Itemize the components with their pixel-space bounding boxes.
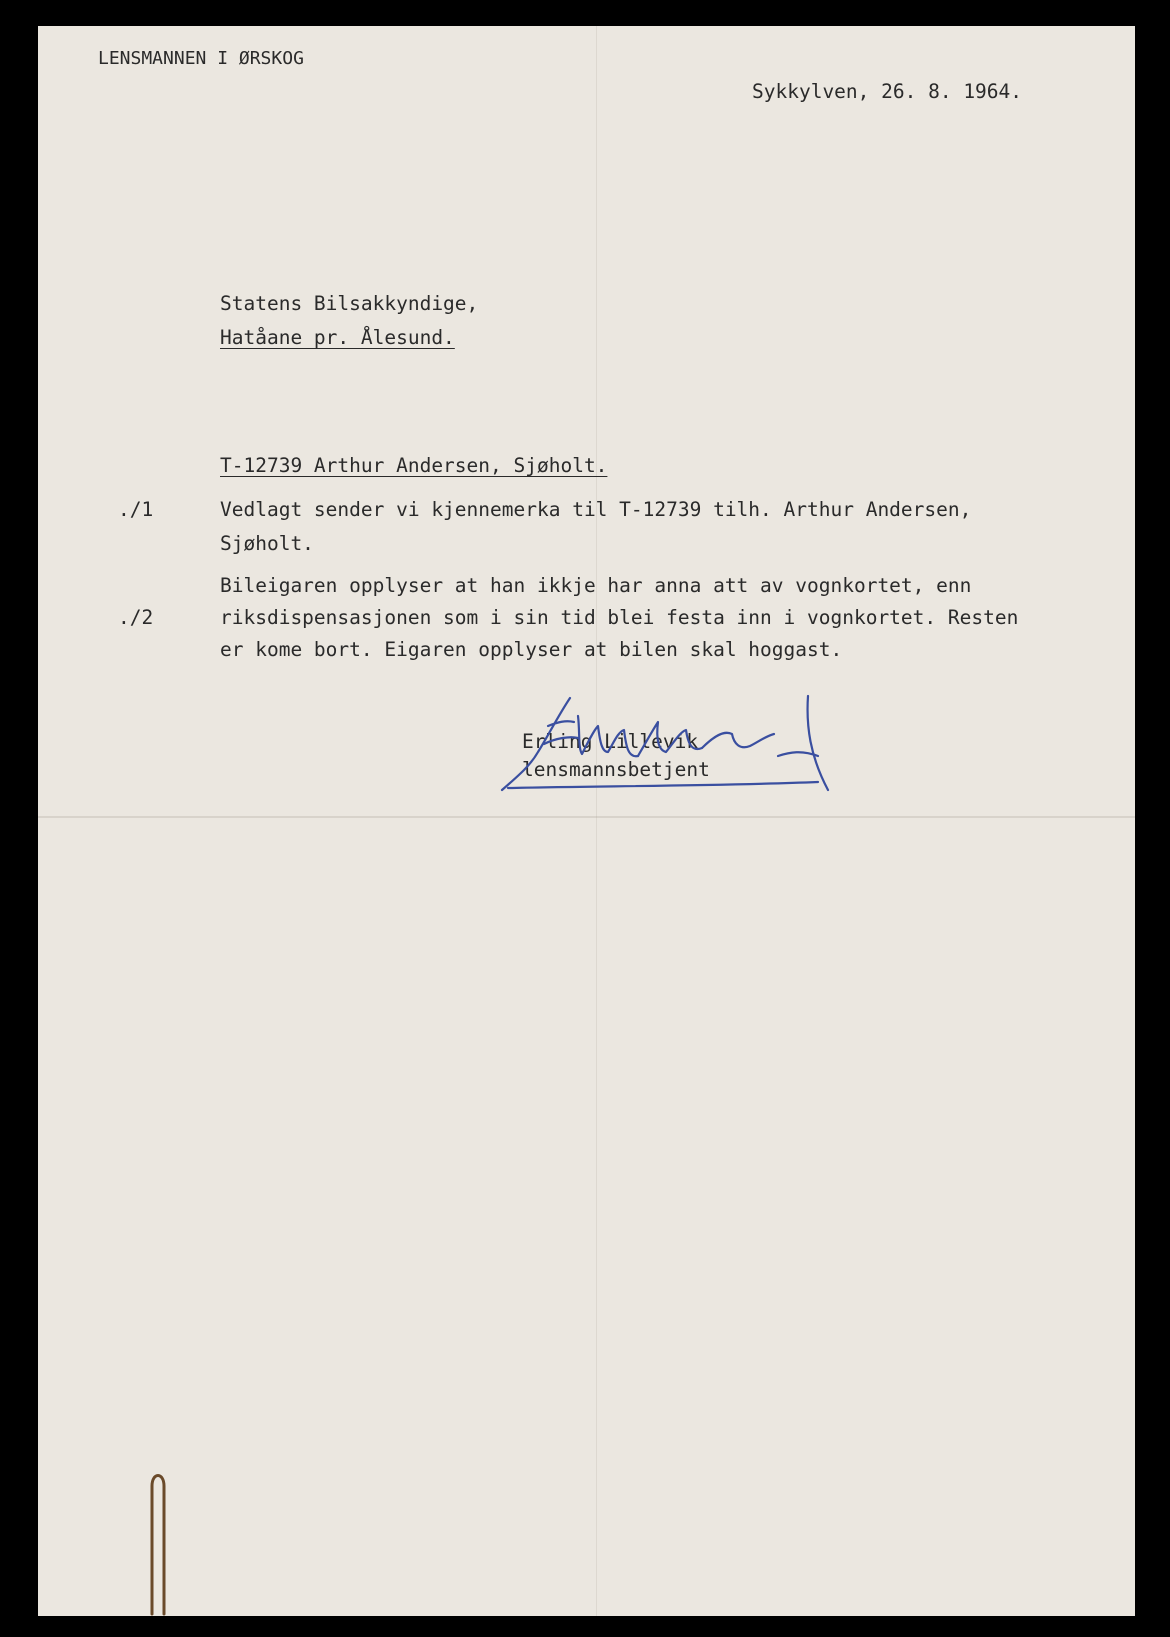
- recipient-line-1: Statens Bilsakkyndige,: [220, 292, 479, 315]
- handwritten-signature: [478, 686, 858, 806]
- fold-line-vertical: [596, 26, 597, 1616]
- body-line-3: Bileigaren opplyser at han ikkje har anna att av vognkortet, enn: [220, 574, 972, 597]
- body-line-1: Vedlagt sender vi kjennemerka til T-12739 tilh. Arthur Andersen,: [220, 498, 972, 521]
- signatory-title: lensmannsbetjent: [522, 758, 710, 781]
- recipient-line-2: Hatåane pr. Ålesund.: [220, 326, 455, 349]
- margin-ref-2: ./2: [118, 606, 154, 629]
- staple-mark: [146, 1466, 170, 1616]
- margin-ref-1: ./1: [118, 498, 154, 521]
- body-line-5: er kome bort. Eigaren opplyser at bilen skal hoggast.: [220, 638, 843, 661]
- letterhead: LENSMANNEN I ØRSKOG: [98, 48, 304, 69]
- subject-line: T-12739 Arthur Andersen, Sjøholt.: [220, 454, 608, 477]
- body-line-4: riksdispensasjonen som i sin tid blei festa inn i vognkortet. Resten: [220, 606, 1019, 629]
- signatory-name: Erling Lillevik: [522, 730, 699, 753]
- fold-line-horizontal: [38, 816, 1135, 818]
- place-date: Sykkylven, 26. 8. 1964.: [752, 80, 1023, 103]
- document-page: [38, 26, 1135, 1616]
- body-line-2: Sjøholt.: [220, 532, 314, 555]
